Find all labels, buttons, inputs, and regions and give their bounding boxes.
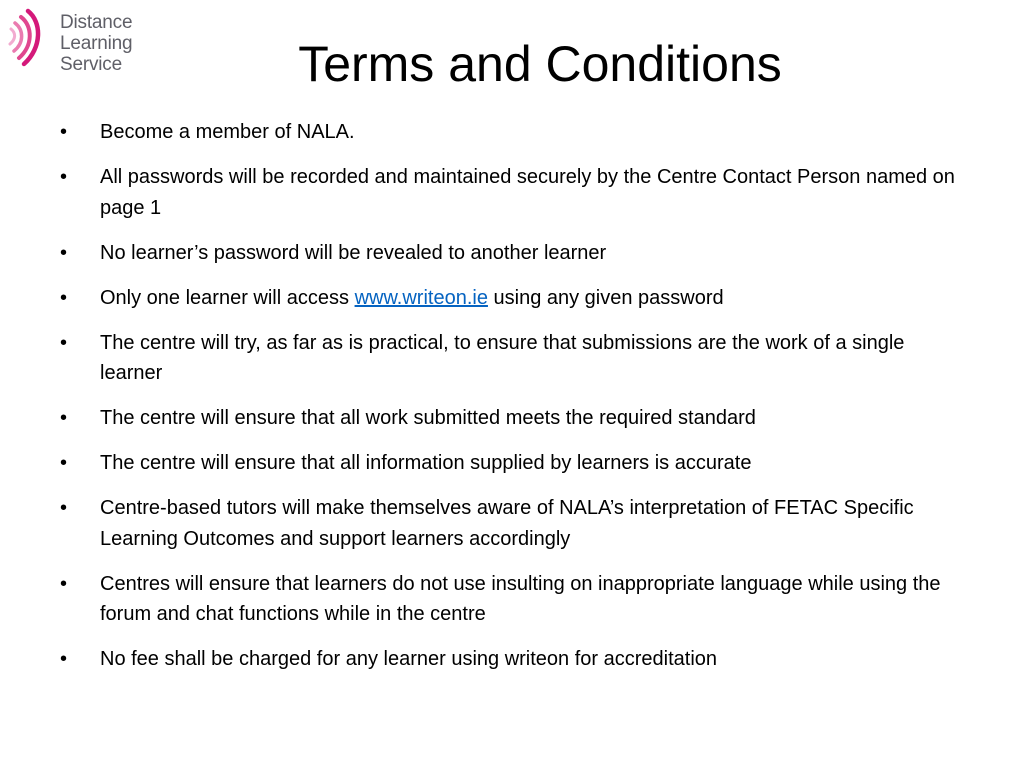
list-item-text: Centres will ensure that learners do not use insulting on inappropriate language while using the forum and chat functions while in the centre xyxy=(100,572,941,625)
bullet-icon: • xyxy=(60,241,68,264)
logo-wordmark xyxy=(60,12,132,75)
list-item xyxy=(56,283,966,314)
list-item xyxy=(56,403,966,434)
bullet-icon: • xyxy=(60,497,68,519)
bullet-icon: • xyxy=(60,648,68,670)
list-item xyxy=(56,493,966,554)
list-item xyxy=(56,644,966,675)
list-item-text: Centre-based tutors will make themselves aware of NALA’s interpretation of FETAC Specific Learning Outcomes and support learners accordingly xyxy=(100,497,914,550)
logo-line-2: Learning xyxy=(60,33,133,54)
list-item xyxy=(56,448,966,479)
distance-learning-logo xyxy=(8,8,168,78)
bullet-icon: • xyxy=(60,452,68,474)
page-title: Terms and Conditions xyxy=(298,36,782,92)
writeon-link[interactable]: www.writeon.ie xyxy=(354,286,488,309)
list-item xyxy=(56,569,966,630)
bullet-icon: • xyxy=(60,286,68,309)
list-item xyxy=(56,162,966,223)
list-item-text: No learner’s password will be revealed to another learner xyxy=(100,241,607,264)
logo-line-1: Distance xyxy=(60,12,133,33)
list-item-text: Become a member of NALA. xyxy=(100,121,355,143)
list-item-text-pre: Only one learner will access xyxy=(100,286,355,309)
list-item-text: No fee shall be charged for any learner using writeon for accreditation xyxy=(100,648,718,670)
terms-list xyxy=(56,117,966,689)
list-item-text: The centre will ensure that all information supplied by learners is accurate xyxy=(100,452,752,474)
list-item-text: The centre will try, as far as is practical, to ensure that submissions are the work of a single learner xyxy=(100,331,905,384)
bullet-icon: • xyxy=(60,166,68,188)
list-item xyxy=(56,328,966,389)
bullet-icon: • xyxy=(60,407,68,429)
list-item-text-post: using any given password xyxy=(487,286,724,309)
list-item-text: The centre will ensure that all work submitted meets the required standard xyxy=(100,407,756,429)
bullet-icon: • xyxy=(60,331,68,354)
logo-arcs-icon xyxy=(8,8,58,70)
list-item xyxy=(56,238,966,269)
list-item xyxy=(56,117,966,148)
logo-line-3: Service xyxy=(60,54,122,75)
bullet-icon: • xyxy=(60,121,68,143)
bullet-icon: • xyxy=(60,572,68,595)
list-item-text: All passwords will be recorded and maintained securely by the Centre Contact Person named on page 1 xyxy=(100,166,955,219)
